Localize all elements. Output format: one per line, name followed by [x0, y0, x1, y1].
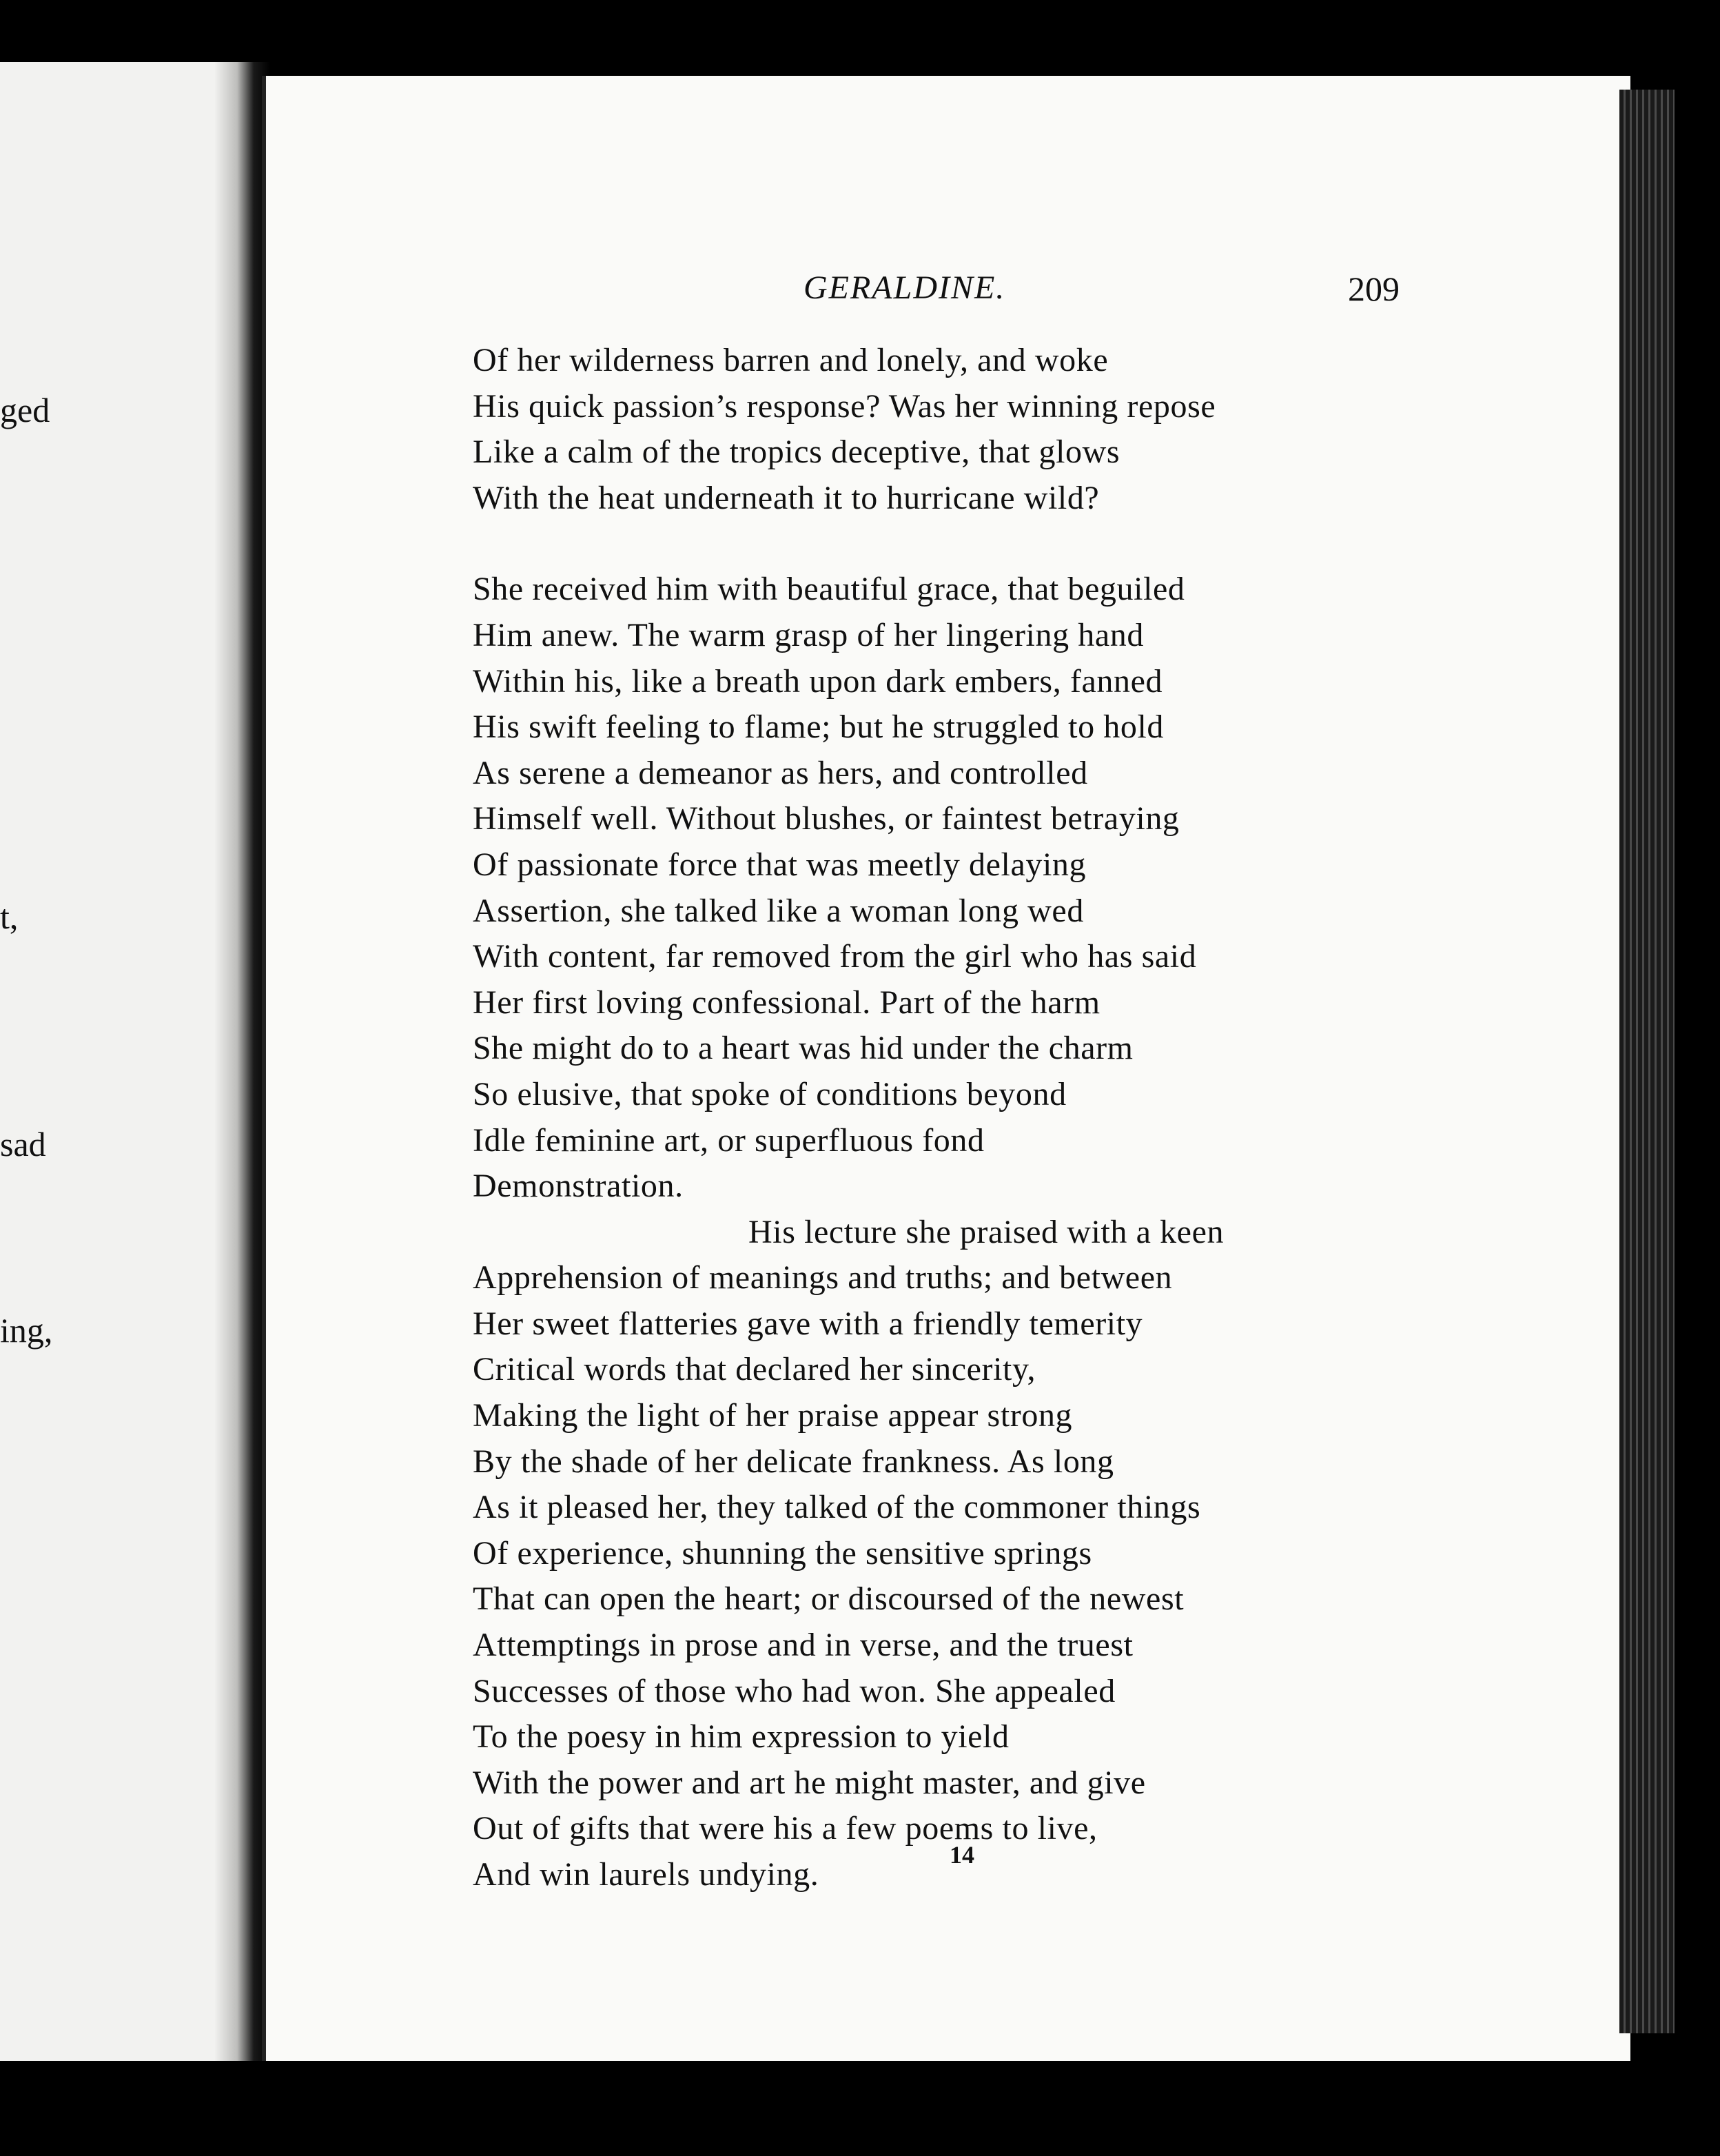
verse-line: She might do to a heart was hid under the charm: [473, 1030, 1134, 1067]
verse-line: Her sweet flatteries gave with a friendly temerity: [473, 1305, 1143, 1342]
verse-line: Assertion, she talked like a woman long wed: [473, 892, 1084, 929]
verse-line: His swift feeling to flame; but he struggled to hold: [473, 709, 1165, 746]
verse-line: His lecture she praised with a keen: [748, 1213, 1225, 1250]
stanza: [473, 567, 1603, 1898]
verse-line: Making the light of her praise appear strong: [473, 1397, 1073, 1434]
verse-line: Out of gifts that were his a few poems to live,: [473, 1810, 1098, 1847]
verse-line: Like a calm of the tropics deceptive, that glows: [473, 434, 1120, 471]
running-title: GERALDINE.: [803, 270, 1006, 306]
verse-line: Himself well. Without blushes, or faintest betraying: [473, 800, 1180, 837]
facing-page-left: [0, 62, 234, 2061]
verse-line: That can open the heart; or discoursed of the newest: [473, 1580, 1185, 1618]
verse-line: Within his, like a breath upon dark embers, fanned: [473, 662, 1163, 700]
facing-page-fragment: sad: [0, 1125, 46, 1163]
verse-line: Successes of those who had won. She appealed: [473, 1672, 1116, 1709]
verse-line: As serene a demeanor as hers, and controlled: [473, 754, 1088, 791]
stanza: [473, 338, 1603, 521]
verse-line: Demonstration.: [473, 1168, 684, 1205]
verse-line: And win laurels undying.: [473, 1856, 819, 1893]
verse-line: So elusive, that spoke of conditions beyond: [473, 1075, 1067, 1112]
verse-line: With content, far removed from the girl who has said: [473, 938, 1197, 975]
verse-line: As it pleased her, they talked of the commoner things: [473, 1489, 1201, 1526]
verse-line: Of experience, shunning the sensitive springs: [473, 1534, 1092, 1572]
verse-line: Attemptings in prose and in verse, and the truest: [473, 1627, 1134, 1664]
facing-page-fragment: ged: [0, 391, 50, 429]
verse-line: Critical words that declared her sincerity,: [473, 1351, 1036, 1388]
signature-mark: 14: [950, 1841, 974, 1869]
verse-line: To the poesy in him expression to yield: [473, 1718, 1010, 1756]
verse-line: Her first loving confessional. Part of the harm: [473, 984, 1100, 1021]
facing-page-fragment: t,: [0, 897, 19, 936]
verse-line: With the power and art he might master, and give: [473, 1764, 1146, 1801]
page-209: [262, 76, 1630, 2061]
verse-line: His quick passion’s response? Was her winning repose: [473, 387, 1216, 425]
page-edges: [1619, 90, 1675, 2033]
verse-line: By the shade of her delicate frankness. As long: [473, 1443, 1114, 1480]
verse-line: Of her wilderness barren and lonely, and woke: [473, 342, 1109, 378]
running-header: [266, 269, 1630, 317]
verse-line: Of passionate force that was meetly delaying: [473, 846, 1087, 883]
verse-line: Idle feminine art, or superfluous fond: [473, 1121, 985, 1159]
page-number: 209: [1348, 270, 1400, 308]
verse-line: With the heat underneath it to hurricane wild?: [473, 479, 1100, 516]
facing-page-fragment: ing,: [0, 1311, 53, 1350]
verse-text: [473, 338, 1603, 1898]
verse-line: Apprehension of meanings and truths; and between: [473, 1259, 1173, 1296]
verse-line: She received him with beautiful grace, that beguiled: [473, 571, 1185, 608]
verse-line: Him anew. The warm grasp of her lingering hand: [473, 616, 1144, 653]
